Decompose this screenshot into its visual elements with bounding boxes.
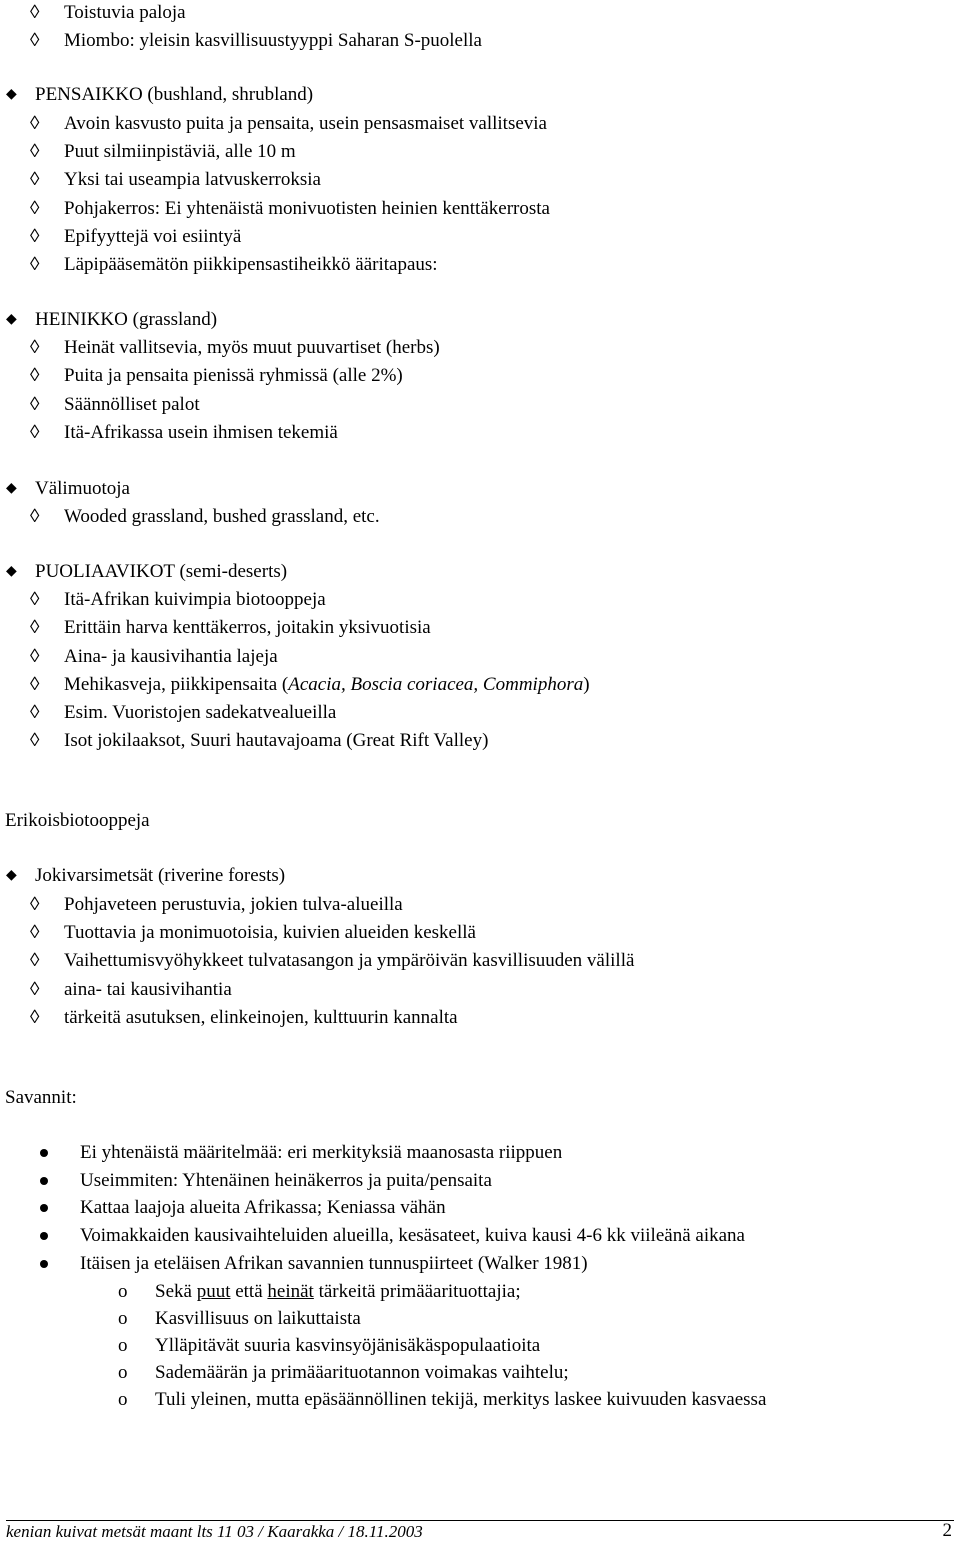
list-item: Tuli yleinen, mutta epäsäännöllinen tekijä, merkitys laskee kuivuuden kasvaessa [155,1389,767,1410]
list-item: tärkeitä asutuksen, elinkeinojen, kulttuurin kannalta [64,1007,458,1028]
diamond-outline-icon: ◊ [30,226,40,247]
list-item: aina- tai kausivihantia [64,979,232,1000]
section-title: PENSAIKKO (bushland, shrubland) [35,84,314,105]
diamond-bullet-icon: ◆ [6,87,17,102]
list-item [64,674,590,696]
list-item: Toistuvia paloja [64,2,186,23]
diamond-outline-icon: ◊ [30,922,40,943]
list-item-text: tärkeitä primääarituottajia; [313,1281,521,1302]
bullet-dot-icon [40,1232,48,1240]
diamond-outline-icon: ◊ [30,894,40,915]
bullet-dot-icon [40,1177,48,1185]
bullet-dot-icon [40,1149,48,1157]
diamond-bullet-icon: ◆ [6,564,17,579]
list-item: Läpipääsemätön piikkipensastiheikkö ääritapaus: [64,254,438,275]
diamond-outline-icon: ◊ [30,394,40,415]
bullet-dot-icon [40,1204,48,1212]
list-item: Erittäin harva kenttäkerros, joitakin yksivuotisia [64,617,431,638]
list-item: Itä-Afrikan kuivimpia biotooppeja [64,589,326,610]
section-title: HEINIKKO (grassland) [35,309,218,330]
section-heading: Erikoisbiotooppeja [5,810,150,831]
diamond-outline-icon: ◊ [30,702,40,723]
diamond-outline-icon: ◊ [30,674,40,695]
list-item: Voimakkaiden kausivaihteluiden alueilla, kesäsateet, kuiva kausi 4-6 kk viileänä aikana [80,1225,745,1246]
list-item: Useimmiten: Yhtenäinen heinäkerros ja puita/pensaita [80,1170,492,1191]
diamond-outline-icon: ◊ [30,30,40,51]
underlined-word: heinät [267,1281,314,1302]
page-number: 2 [942,1520,952,1541]
list-item: Säännölliset palot [64,394,200,415]
circle-bullet-icon: o [118,1362,128,1383]
list-item: Epifyyttejä voi esiintyä [64,226,242,247]
list-item: Miombo: yleisin kasvillisuustyyppi Saharan S-puolella [64,30,482,51]
list-item: Wooded grassland, bushed grassland, etc. [64,506,380,527]
circle-bullet-icon: o [118,1308,128,1329]
section-title: Jokivarsimetsät (riverine forests) [35,865,286,886]
list-item: Pohjaveteen perustuvia, jokien tulva-alueilla [64,894,403,915]
list-item: Ylläpitävät suuria kasvinsyöjänisäkäspopulaatioita [155,1335,541,1356]
diamond-outline-icon: ◊ [30,979,40,1000]
diamond-outline-icon: ◊ [30,141,40,162]
circle-bullet-icon: o [118,1335,128,1356]
species-names: Acacia, Boscia coriacea, Commiphora [288,674,584,695]
diamond-outline-icon: ◊ [30,730,40,751]
list-item: Aina- ja kausivihantia lajeja [64,646,278,667]
circle-bullet-icon: o [118,1389,128,1410]
list-item: Tuottavia ja monimuotoisia, kuivien alueiden keskellä [64,922,476,943]
bullet-dot-icon [40,1260,48,1268]
list-item [155,1281,521,1303]
diamond-outline-icon: ◊ [30,950,40,971]
diamond-bullet-icon: ◆ [6,312,17,327]
diamond-outline-icon: ◊ [30,506,40,527]
diamond-bullet-icon: ◆ [6,481,17,496]
list-item: Avoin kasvusto puita ja pensaita, usein pensasmaiset vallitsevia [64,113,547,134]
diamond-bullet-icon: ◆ [6,868,17,883]
diamond-outline-icon: ◊ [30,337,40,358]
section-heading: Savannit: [5,1087,77,1108]
list-item: Itäisen ja eteläisen Afrikan savannien tunnuspiirteet (Walker 1981) [80,1253,588,1274]
diamond-outline-icon: ◊ [30,646,40,667]
list-item: Esim. Vuoristojen sadekatvealueilla [64,702,337,723]
list-item-text: Mehikasveja, piikkipensaita ( [64,674,289,695]
diamond-outline-icon: ◊ [30,422,40,443]
diamond-outline-icon: ◊ [30,198,40,219]
diamond-outline-icon: ◊ [30,254,40,275]
list-item: Puut silmiinpistäviä, alle 10 m [64,141,296,162]
list-item: Ei yhtenäistä määritelmää: eri merkityksiä maanosasta riippuen [80,1142,563,1163]
underlined-word: puut [196,1281,231,1302]
list-item: Kasvillisuus on laikuttaista [155,1308,361,1329]
footer-divider [6,1520,954,1521]
list-item: Itä-Afrikassa usein ihmisen tekemiä [64,422,338,443]
list-item: Pohjakerros: Ei yhtenäistä monivuotisten heinien kenttäkerrosta [64,198,550,219]
section-title: PUOLIAAVIKOT (semi-deserts) [35,561,288,582]
list-item: Kattaa laajoja alueita Afrikassa; Keniassa vähän [80,1197,446,1218]
list-item: Puita ja pensaita pienissä ryhmissä (alle 2%) [64,365,403,386]
list-item-text: että [230,1281,268,1302]
closing-paren: ) [583,674,590,695]
diamond-outline-icon: ◊ [30,169,40,190]
list-item: Heinät vallitsevia, myös muut puuvartiset (herbs) [64,337,440,358]
footer-text: kenian kuivat metsät maant lts 11 03 / Kaarakka / 18.11.2003 [6,1522,423,1541]
diamond-outline-icon: ◊ [30,365,40,386]
diamond-outline-icon: ◊ [30,2,40,23]
list-item: Vaihettumisvyöhykkeet tulvatasangon ja ympäröivän kasvillisuuden välillä [64,950,635,971]
diamond-outline-icon: ◊ [30,113,40,134]
list-item: Sademäärän ja primääarituotannon voimakas vaihtelu; [155,1362,569,1383]
circle-bullet-icon: o [118,1281,128,1302]
diamond-outline-icon: ◊ [30,589,40,610]
diamond-outline-icon: ◊ [30,1007,40,1028]
list-item-text: Sekä [155,1281,197,1302]
section-title: Välimuotoja [35,478,130,499]
list-item: Yksi tai useampia latvuskerroksia [64,169,321,190]
list-item: Isot jokilaaksot, Suuri hautavajoama (Great Rift Valley) [64,730,489,751]
diamond-outline-icon: ◊ [30,617,40,638]
